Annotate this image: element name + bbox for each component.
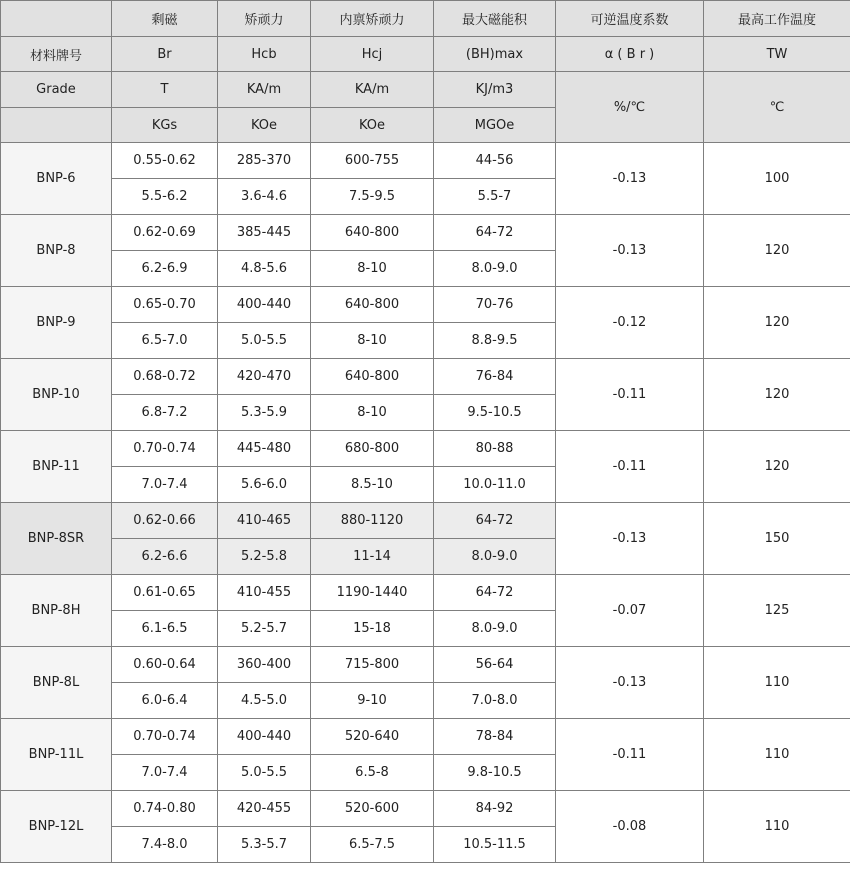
alpha-cell: -0.11 [556,719,704,791]
value-cell: 7.0-7.4 [112,467,218,503]
header-cell-tw-unit: ℃ [704,72,850,143]
value-cell: 80-88 [434,431,556,467]
value-cell: 56-64 [434,647,556,683]
tw-cell: 120 [704,287,850,359]
header-row-si-units [1,72,850,108]
value-cell: 0.62-0.69 [112,215,218,251]
value-cell: 64-72 [434,575,556,611]
value-cell: 0.55-0.62 [112,143,218,179]
tw-cell: 110 [704,647,850,719]
header-cell: Hcb [218,37,311,72]
grade-cell: BNP-9 [1,287,112,359]
tw-cell: 125 [704,575,850,647]
value-cell: 715-800 [311,647,434,683]
value-cell: 7.0-7.4 [112,755,218,791]
value-cell: 84-92 [434,791,556,827]
table-row [1,503,850,539]
header-cell [1,1,112,37]
value-cell: 8.0-9.0 [434,539,556,575]
tw-cell: 120 [704,431,850,503]
value-cell: 3.6-4.6 [218,179,311,215]
table-row [1,287,850,323]
value-cell: 5.5-7 [434,179,556,215]
value-cell: 8.8-9.5 [434,323,556,359]
header-cell: 可逆温度系数 [556,1,704,37]
table-row [1,719,850,755]
alpha-cell: -0.07 [556,575,704,647]
grade-cell: BNP-8 [1,215,112,287]
value-cell: 0.70-0.74 [112,431,218,467]
alpha-cell: -0.13 [556,503,704,575]
value-cell: 880-1120 [311,503,434,539]
value-cell: 8-10 [311,323,434,359]
value-cell: 520-640 [311,719,434,755]
alpha-cell: -0.11 [556,359,704,431]
value-cell: 44-56 [434,143,556,179]
grade-cell: BNP-6 [1,143,112,215]
value-cell: 0.61-0.65 [112,575,218,611]
value-cell: 640-800 [311,359,434,395]
value-cell: 8.0-9.0 [434,611,556,647]
header-cell: KOe [311,108,434,143]
value-cell: 70-76 [434,287,556,323]
header-cell-alpha-unit: %/℃ [556,72,704,143]
value-cell: 640-800 [311,215,434,251]
value-cell: 9.8-10.5 [434,755,556,791]
table-row [1,575,850,611]
value-cell: 6.8-7.2 [112,395,218,431]
value-cell: 4.5-5.0 [218,683,311,719]
value-cell: 6.2-6.9 [112,251,218,287]
value-cell: 410-455 [218,575,311,611]
header-row-property-names [1,1,850,37]
value-cell: 7.4-8.0 [112,827,218,863]
value-cell: 5.3-5.7 [218,827,311,863]
value-cell: 445-480 [218,431,311,467]
header-cell: 剩磁 [112,1,218,37]
value-cell: 0.70-0.74 [112,719,218,755]
value-cell: 420-455 [218,791,311,827]
value-cell: 5.2-5.8 [218,539,311,575]
value-cell: 6.5-7.5 [311,827,434,863]
value-cell: 0.68-0.72 [112,359,218,395]
header-cell: KJ/m3 [434,72,556,108]
header-cell: Br [112,37,218,72]
alpha-cell: -0.11 [556,431,704,503]
value-cell: 6.5-7.0 [112,323,218,359]
header-cell: Grade [1,72,112,108]
tw-cell: 100 [704,143,850,215]
grade-cell: BNP-10 [1,359,112,431]
table-row [1,215,850,251]
value-cell: 7.5-9.5 [311,179,434,215]
value-cell: 78-84 [434,719,556,755]
value-cell: 400-440 [218,287,311,323]
value-cell: 6.1-6.5 [112,611,218,647]
table-row [1,431,850,467]
value-cell: 8-10 [311,395,434,431]
tw-cell: 150 [704,503,850,575]
value-cell: 10.0-11.0 [434,467,556,503]
value-cell: 520-600 [311,791,434,827]
value-cell: 400-440 [218,719,311,755]
grade-cell: BNP-11L [1,719,112,791]
tw-cell: 110 [704,791,850,863]
header-cell: KOe [218,108,311,143]
value-cell: 5.2-5.7 [218,611,311,647]
grade-cell: BNP-8H [1,575,112,647]
header-cell: KA/m [311,72,434,108]
value-cell: 0.62-0.66 [112,503,218,539]
table-row [1,791,850,827]
value-cell: 5.3-5.9 [218,395,311,431]
value-cell: 11-14 [311,539,434,575]
value-cell: 5.0-5.5 [218,755,311,791]
header-cell: KGs [112,108,218,143]
value-cell: 5.5-6.2 [112,179,218,215]
tw-cell: 110 [704,719,850,791]
value-cell: 360-400 [218,647,311,683]
value-cell: 385-445 [218,215,311,251]
grade-cell: BNP-11 [1,431,112,503]
value-cell: 0.60-0.64 [112,647,218,683]
alpha-cell: -0.12 [556,287,704,359]
header-cell: 矫顽力 [218,1,311,37]
value-cell: 680-800 [311,431,434,467]
value-cell: 10.5-11.5 [434,827,556,863]
value-cell: 420-470 [218,359,311,395]
value-cell: 76-84 [434,359,556,395]
value-cell: 600-755 [311,143,434,179]
value-cell: 4.8-5.6 [218,251,311,287]
value-cell: 5.0-5.5 [218,323,311,359]
table-row [1,143,850,179]
alpha-cell: -0.08 [556,791,704,863]
alpha-cell: -0.13 [556,215,704,287]
tw-cell: 120 [704,215,850,287]
header-cell: 最高工作温度 [704,1,850,37]
header-cell [1,108,112,143]
header-cell: Hcj [311,37,434,72]
value-cell: 8-10 [311,251,434,287]
grade-cell: BNP-8SR [1,503,112,575]
value-cell: 6.2-6.6 [112,539,218,575]
value-cell: 8.0-9.0 [434,251,556,287]
header-cell: TW [704,37,850,72]
alpha-cell: -0.13 [556,647,704,719]
alpha-cell: -0.13 [556,143,704,215]
header-cell: KA/m [218,72,311,108]
value-cell: 6.5-8 [311,755,434,791]
value-cell: 5.6-6.0 [218,467,311,503]
grade-cell: BNP-8L [1,647,112,719]
tw-cell: 120 [704,359,850,431]
value-cell: 7.0-8.0 [434,683,556,719]
header-cell: MGOe [434,108,556,143]
header-cell: (BH)max [434,37,556,72]
value-cell: 64-72 [434,503,556,539]
header-row-symbols [1,37,850,72]
value-cell: 285-370 [218,143,311,179]
header-cell: T [112,72,218,108]
grade-cell: BNP-12L [1,791,112,863]
header-cell: α ( B r ) [556,37,704,72]
table-row [1,647,850,683]
value-cell: 410-465 [218,503,311,539]
value-cell: 15-18 [311,611,434,647]
value-cell: 64-72 [434,215,556,251]
header-cell: 内禀矫顽力 [311,1,434,37]
value-cell: 0.74-0.80 [112,791,218,827]
value-cell: 9.5-10.5 [434,395,556,431]
value-cell: 0.65-0.70 [112,287,218,323]
value-cell: 1190-1440 [311,575,434,611]
header-cell: 材料牌号 [1,37,112,72]
table-body [1,143,850,863]
value-cell: 6.0-6.4 [112,683,218,719]
value-cell: 8.5-10 [311,467,434,503]
header-cell: 最大磁能积 [434,1,556,37]
table-row [1,359,850,395]
value-cell: 640-800 [311,287,434,323]
table-header [1,1,850,143]
value-cell: 9-10 [311,683,434,719]
